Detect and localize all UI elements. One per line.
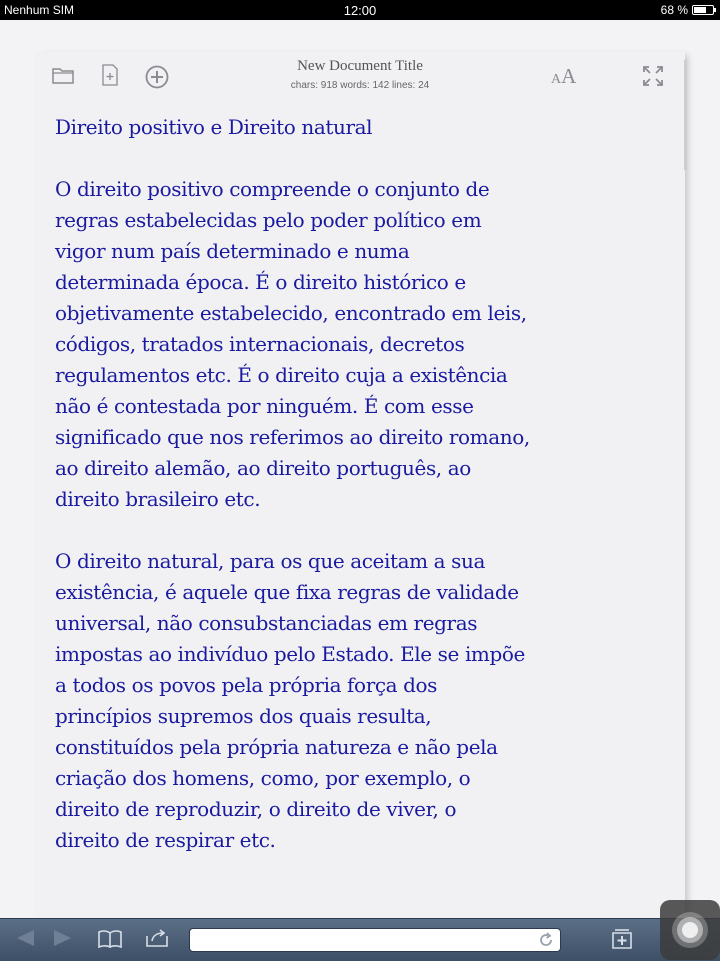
forward-icon[interactable] bbox=[52, 929, 74, 952]
new-tab-icon[interactable] bbox=[610, 928, 634, 955]
share-icon[interactable] bbox=[145, 929, 169, 952]
paragraph: O direito positivo compreende o conjunto de regras estabelecidas pelo poder político em vigor num país determinado e numa determinada época. É o direito histórico e objetivamente estabelecido, encontrado em leis, códigos, tratados internacionais, decretos regulamentos etc. É o direito cuja a existência não é contestada por ninguém. É com esse significado que nos referimos ao direito romano, ao direito alemão, ao direito português, ao direito brasileiro etc. bbox=[55, 177, 530, 511]
bookmarks-icon[interactable] bbox=[98, 930, 122, 953]
status-bar bbox=[0, 0, 720, 20]
url-input[interactable] bbox=[198, 930, 532, 952]
battery-status bbox=[661, 3, 714, 17]
document-body[interactable] bbox=[55, 112, 670, 887]
assistive-touch-icon-core bbox=[682, 922, 698, 938]
font-size-icon[interactable]: AA bbox=[551, 64, 577, 88]
browser-toolbar bbox=[0, 918, 720, 961]
folder-icon[interactable] bbox=[52, 66, 74, 84]
new-document-icon[interactable] bbox=[102, 64, 118, 86]
document-stats: chars: 918 words: 142 lines: 24 bbox=[290, 80, 430, 91]
document-title[interactable]: New Document Title bbox=[297, 58, 423, 74]
battery-percent: 68 % bbox=[660, 3, 688, 17]
clock: 12:00 bbox=[343, 3, 377, 18]
carrier-label: Nenhum SIM bbox=[4, 3, 75, 17]
assistive-touch-button[interactable] bbox=[660, 900, 720, 960]
paragraph: O direito natural, para os que aceitam a sua existência, é aquele que fixa regras de validade universal, não consubstanciadas em regras impostas ao indivíduo pelo Estado. Ele se impõe a todos os povos pela própria força dos princípios supremos dos quais resulta, constituídos pela própria natureza e não pela criação dos homens, como, por exemplo, o direito de reproduzir, o direito de viver, o direito de respirar etc. bbox=[55, 549, 525, 852]
url-field[interactable] bbox=[189, 928, 561, 952]
battery-icon bbox=[692, 5, 714, 15]
reload-icon[interactable] bbox=[538, 932, 554, 953]
fullscreen-icon[interactable] bbox=[643, 66, 663, 86]
back-icon[interactable] bbox=[14, 929, 36, 952]
add-circle-icon[interactable] bbox=[145, 65, 169, 89]
document-toolbar bbox=[35, 52, 685, 102]
document-heading: Direito positivo e Direito natural bbox=[55, 115, 373, 139]
